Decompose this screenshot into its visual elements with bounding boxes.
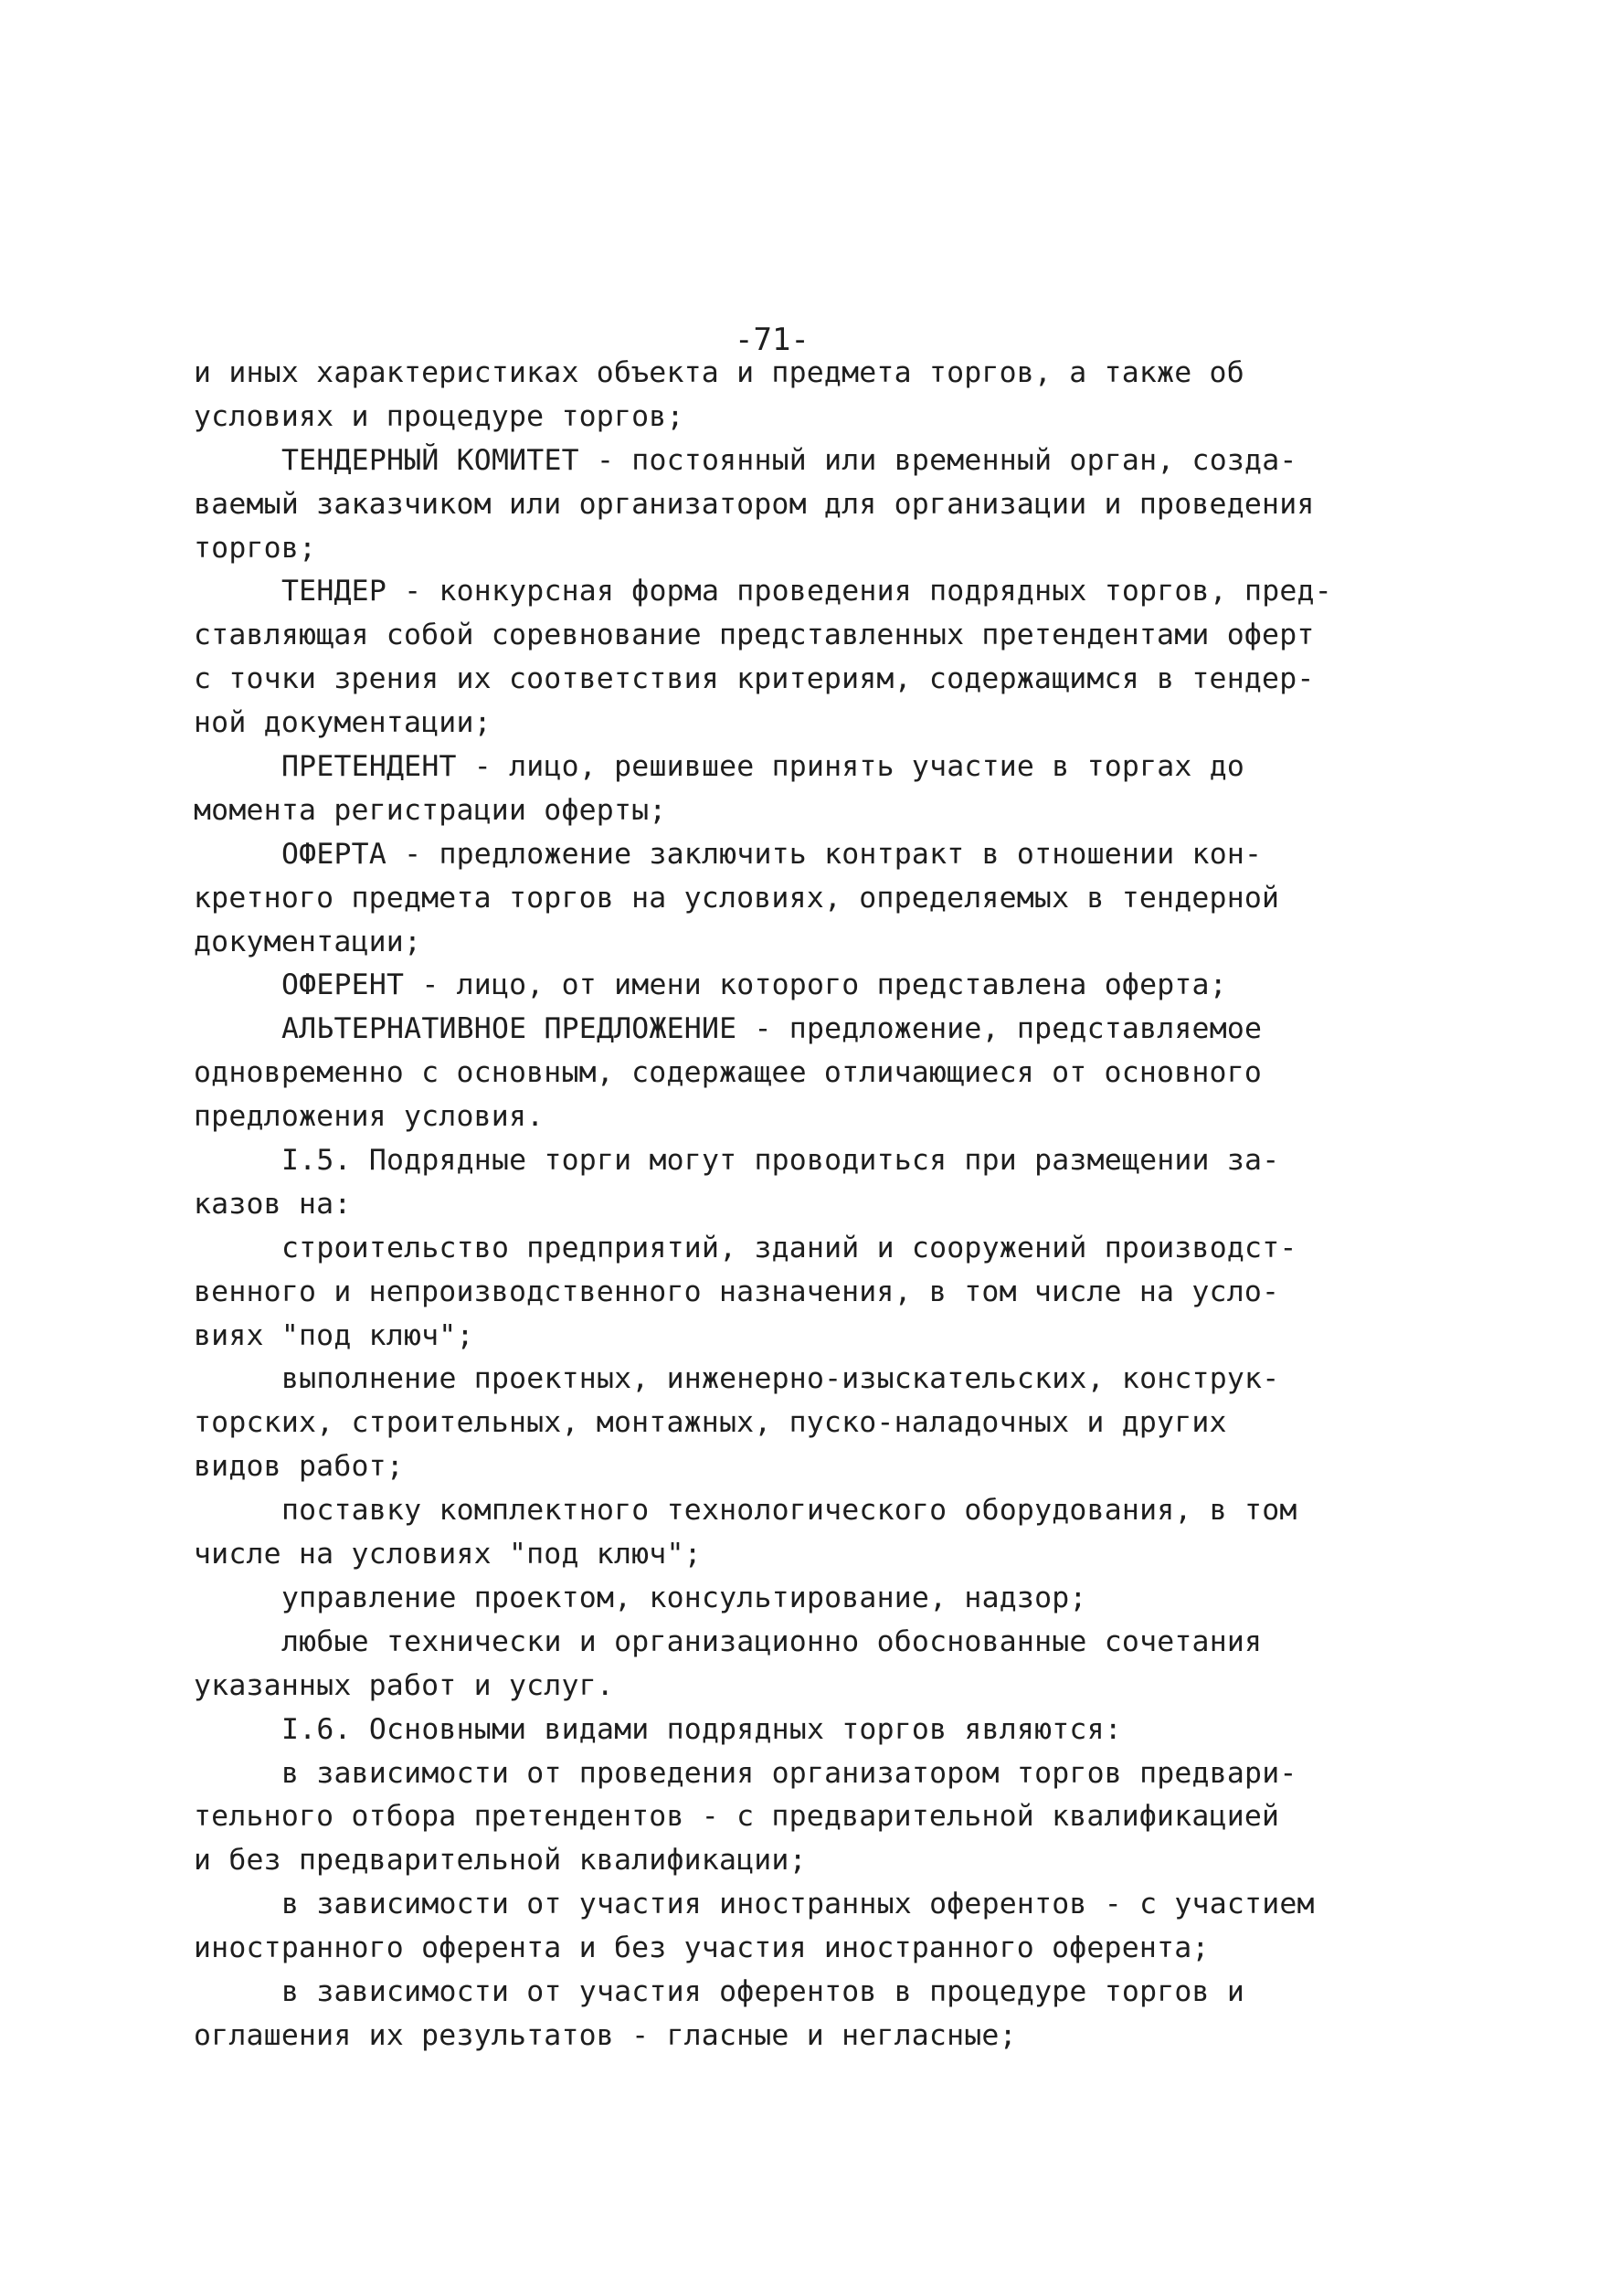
- text-line: ТЕНДЕРНЫЙ КОМИТЕТ - постоянный или временный орган, созда-: [281, 443, 1297, 477]
- text-line: в зависимости от участия оферентов в процедуре торгов и: [281, 1974, 1245, 2008]
- text-line: тельного отбора претендентов - с предварительной квалификацией: [194, 1800, 1280, 1834]
- text-line: ОФЕРТА - предложение заключить контракт в отношении кон-: [281, 837, 1263, 871]
- text-line: выполнение проектных, инженерно-изыскательских, конструк-: [281, 1362, 1280, 1396]
- text-line: ОФЕРЕНТ - лицо, от имени которого представлена оферта;: [281, 968, 1227, 1002]
- text-line: условиях и процедуре торгов;: [194, 399, 684, 433]
- text-line: ПРЕТЕНДЕНТ - лицо, решившее принять участие в торгах до: [281, 750, 1245, 784]
- text-line: торских, строительных, монтажных, пуско-наладочных и других: [194, 1406, 1227, 1440]
- text-line: I.6. Основными видами подрядных торгов являются:: [281, 1712, 1122, 1746]
- page-number: -71-: [735, 322, 810, 358]
- text-line: и без предварительной квалификации;: [194, 1844, 807, 1878]
- text-line: управление проектом, консультирование, надзор;: [281, 1581, 1087, 1614]
- text-line: ной документации;: [194, 706, 492, 740]
- text-line: АЛЬТЕРНАТИВНОЕ ПРЕДЛОЖЕНИЕ - предложение, представляемое: [281, 1012, 1263, 1046]
- body-text: [194, 352, 1418, 2058]
- text-line: венного и непроизводственного назначения, в том числе на усло-: [194, 1275, 1280, 1308]
- text-line: указанных работ и услуг.: [194, 1668, 614, 1702]
- text-line: I.5. Подрядные торги могут проводиться при размещении за-: [281, 1144, 1280, 1178]
- text-line: ваемый заказчиком или организатором для организации и проведения: [194, 487, 1315, 521]
- text-line: числе на условиях "под ключ";: [194, 1538, 702, 1571]
- text-line: поставку комплектного технологического оборудования, в том: [281, 1494, 1297, 1528]
- text-line: оглашения их результатов - гласные и негласные;: [194, 2018, 1017, 2052]
- text-line: строительство предприятий, зданий и сооружений производст-: [281, 1231, 1297, 1264]
- text-line: кретного предмета торгов на условиях, определяемых в тендерной: [194, 881, 1280, 915]
- text-line: любые технически и организационно обоснованные сочетания: [281, 1624, 1263, 1658]
- text-line: в зависимости от проведения организатором торгов предвари-: [281, 1756, 1297, 1790]
- text-line: видов работ;: [194, 1450, 404, 1484]
- text-line: с точки зрения их соответствия критериям, содержащимся в тендер-: [194, 662, 1315, 696]
- text-line: ставляющая собой соревнование представленных претендентами оферт: [194, 619, 1315, 652]
- text-line: предложения условия.: [194, 1100, 545, 1134]
- text-line: документации;: [194, 925, 422, 958]
- text-line: момента регистрации оферты;: [194, 793, 667, 827]
- text-line: торгов;: [194, 531, 317, 565]
- text-line: ТЕНДЕР - конкурсная форма проведения подрядных торгов, пред-: [281, 575, 1332, 608]
- text-line: одновременно с основным, содержащее отличающиеся от основного: [194, 1056, 1263, 1090]
- text-line: и иных характеристиках объекта и предмета торгов, а также об: [194, 356, 1244, 389]
- text-line: казов на:: [194, 1187, 352, 1221]
- text-line: виях "под ключ";: [194, 1318, 474, 1352]
- text-line: в зависимости от участия иностранных оферентов - с участием: [281, 1888, 1315, 1921]
- text-line: иностранного оферента и без участия иностранного оферента;: [194, 1931, 1210, 1965]
